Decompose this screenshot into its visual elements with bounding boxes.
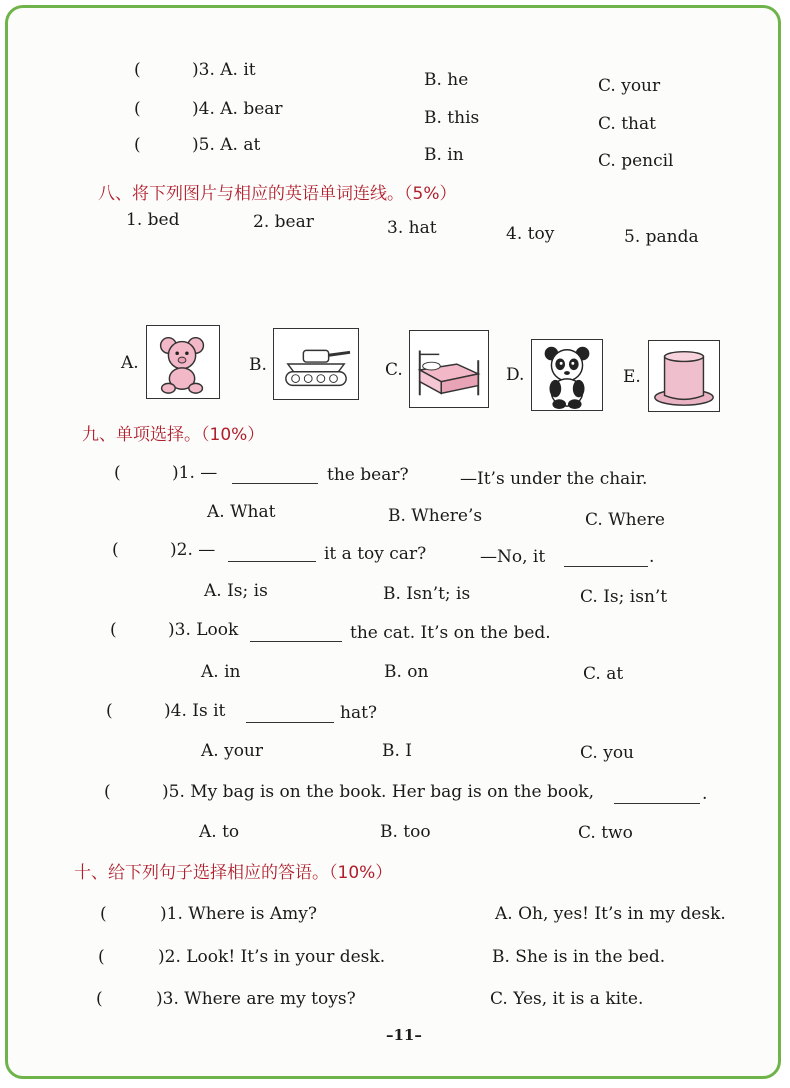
page-number: –11– [386, 1026, 422, 1044]
teddy-bear-icon[interactable] [146, 325, 220, 399]
option-c[interactable]: C. Where [585, 510, 665, 530]
picture-letter-a: A. [121, 353, 139, 373]
answer-blank[interactable] [228, 561, 316, 562]
answer-paren[interactable]: ( [134, 135, 141, 155]
toy-tank-icon[interactable] [273, 328, 359, 400]
answer-paren[interactable]: ( [134, 60, 141, 80]
option-b: B. in [424, 145, 464, 165]
question-stem: the bear? [327, 465, 409, 485]
answer-paren[interactable]: ( [100, 904, 107, 924]
reply-option[interactable]: A. Oh, yes! It’s in my desk. [495, 904, 726, 924]
question-stem: )1. — [172, 463, 218, 483]
question-stem: it a toy car? [324, 544, 427, 564]
option-c[interactable]: C. you [580, 743, 634, 763]
picture-letter-d: D. [506, 365, 525, 385]
answer-paren[interactable]: ( [96, 989, 103, 1009]
question-stem: )3. Look [168, 620, 239, 640]
question-stem: —No, it [480, 547, 546, 567]
answer-paren[interactable]: ( [110, 620, 117, 640]
reply-option[interactable]: B. She is in the bed. [492, 947, 666, 967]
word-toy[interactable]: 4. toy [506, 224, 555, 244]
answer-paren[interactable]: ( [134, 99, 141, 119]
question-stem: the cat. It’s on the bed. [350, 623, 551, 643]
picture-letter-e: E. [623, 367, 641, 387]
option-b[interactable]: B. I [382, 741, 413, 761]
option-b[interactable]: B. Isn’t; is [383, 584, 471, 604]
bed-icon[interactable] [409, 330, 489, 408]
question-text: )2. Look! It’s in your desk. [158, 947, 386, 967]
top-hat-icon[interactable] [648, 340, 720, 412]
question-stem: . [702, 784, 708, 804]
answer-blank[interactable] [250, 641, 342, 642]
answer-blank[interactable] [246, 722, 334, 723]
answer-paren[interactable]: ( [114, 463, 121, 483]
panda-icon[interactable] [531, 339, 603, 411]
question-text: )3. Where are my toys? [156, 989, 356, 1009]
question-stem: —It’s under the chair. [460, 469, 648, 489]
section-title-10: 十、给下列句子选择相应的答语。（10%） [74, 863, 393, 883]
answer-blank[interactable] [614, 803, 700, 804]
question-text: )1. Where is Amy? [160, 904, 318, 924]
question-text: )3. A. it [192, 60, 256, 80]
word-hat[interactable]: 3. hat [387, 218, 437, 238]
option-c[interactable]: C. Is; isn’t [580, 587, 668, 607]
section-title-8: 八、将下列图片与相应的英语单词连线。（5%） [98, 184, 457, 204]
option-c[interactable]: C. at [583, 664, 624, 684]
option-b[interactable]: B. too [380, 822, 431, 842]
option-a[interactable]: A. What [207, 502, 276, 522]
option-b[interactable]: B. on [384, 662, 429, 682]
answer-paren[interactable]: ( [112, 540, 119, 560]
option-c: C. pencil [598, 151, 674, 171]
option-c: C. your [598, 76, 661, 96]
option-a[interactable]: A. Is; is [204, 581, 268, 601]
question-stem: . [649, 547, 655, 567]
word-panda[interactable]: 5. panda [624, 227, 699, 247]
option-b: B. he [424, 70, 469, 90]
option-a[interactable]: A. to [199, 822, 240, 842]
option-b[interactable]: B. Where’s [388, 506, 483, 526]
question-text: )5. A. at [192, 135, 261, 155]
reply-option[interactable]: C. Yes, it is a kite. [490, 989, 644, 1009]
answer-blank[interactable] [232, 483, 318, 484]
option-a[interactable]: A. your [201, 741, 263, 761]
question-stem: )2. — [170, 540, 216, 560]
option-a[interactable]: A. in [201, 662, 241, 682]
option-c: C. that [598, 114, 656, 134]
answer-blank[interactable] [564, 566, 648, 567]
word-bear[interactable]: 2. bear [253, 212, 314, 232]
question-stem: hat? [340, 703, 378, 723]
question-stem: )5. My bag is on the book. Her bag is on the book, [162, 782, 595, 802]
answer-paren[interactable]: ( [104, 782, 111, 802]
option-c[interactable]: C. two [578, 823, 633, 843]
section-title-9: 九、单项选择。（10%） [82, 425, 265, 445]
picture-letter-c: C. [385, 360, 403, 380]
word-bed[interactable]: 1. bed [126, 210, 180, 230]
question-text: )4. A. bear [192, 99, 283, 119]
answer-paren[interactable]: ( [98, 947, 105, 967]
picture-letter-b: B. [249, 355, 267, 375]
option-b: B. this [424, 108, 480, 128]
answer-paren[interactable]: ( [106, 701, 113, 721]
question-stem: )4. Is it [164, 701, 226, 721]
